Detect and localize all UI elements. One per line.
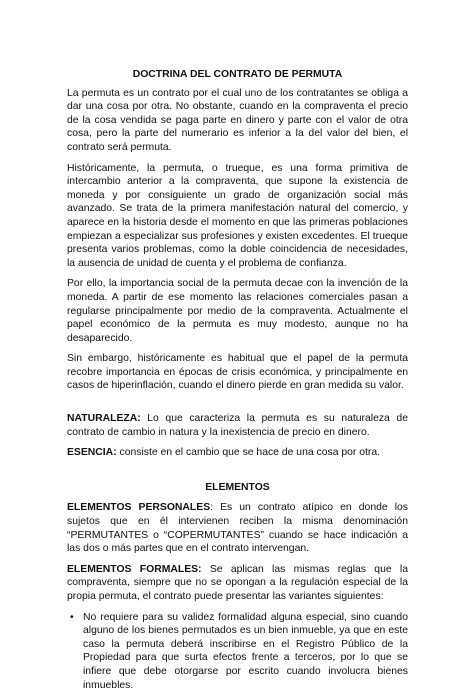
spacer: [67, 467, 408, 481]
paragraph-crisis: Sin embargo, históricamente es habitual que el papel de la permuta recobre importancia en épocas de crisis económica, y principalmente en casos de hiperinflación, cuando el dinero pierde en gran medida su valor.: [67, 353, 408, 392]
document-page: [67, 68, 408, 692]
document-title: DOCTRINA DEL CONTRATO DE PERMUTA: [132, 69, 343, 80]
list-item-text: No requiere para su validez formalidad alguna especial, sino cuando alguno de los bienes permutados es un bien inmueble, ya que en este caso la permuta deberá inscribirse en el Registro Público de la Propiedad para que surta efectos frente a terceros, por lo que se infiere que debe otorgarse por escrito cuando involucra bienes inmuebles.: [83, 611, 408, 691]
elementos-formales-label: ELEMENTOS FORMALES:: [67, 563, 202, 575]
naturaleza-paragraph: [67, 412, 408, 439]
elementos-personales-label: ELEMENTOS PERSONALES: [67, 502, 211, 514]
bullet-icon: •: [70, 611, 74, 623]
elementos-heading: ELEMENTOS: [205, 481, 270, 493]
esencia-text: consiste en el cambio que se hace de una cosa por otra.: [116, 447, 381, 459]
elementos-personales-text: : Es un contrato atípico en donde los sujetos que en él intervienen reciben la misma denominación “PERMUTANTES o “COPERMUTANTES” cuando se hace indicación a las dos o más partes que en el contrato intervengan.: [67, 502, 408, 555]
list-item: [67, 611, 408, 692]
elementos-formales-text: Se aplican las mismas reglas que la compraventa, siempre que no se opongan a la regulación especial de la propia permuta, el contrato puede presentar las variantes siguientes:: [67, 563, 409, 602]
esencia-paragraph: [67, 446, 408, 460]
paragraph-decline: Por ello, la importancia social de la permuta decae con la invención de la moneda. A partir de ese momento las relaciones comerciales pasan a regularse principalmente por medio de la compraventa. Actualmente el papel económico de la permuta es muy modesto, aunque no ha desaparecido.: [67, 278, 408, 344]
naturaleza-text: Lo que caracteriza la permuta es su naturaleza de contrato de cambio in natura y la inexistencia de precio en dinero.: [67, 413, 408, 438]
elementos-formales-paragraph: [67, 563, 408, 604]
spacer: [67, 400, 408, 412]
naturaleza-label: NATURALEZA:: [67, 413, 141, 425]
paragraph-definition: La permuta es un contrato por el cual uno de los contratantes se obliga a dar una cosa por otra. No obstante, cuando en la compraventa el precio de la cosa vendida se paga parte en dinero y parte con el valor de otra cosa, pero la parte del numerario es inferior a la del valor del bien, el contrato será permuta.: [67, 87, 408, 153]
elementos-formales-list: [67, 611, 408, 692]
esencia-label: ESENCIA:: [67, 447, 117, 459]
elementos-personales-paragraph: [67, 501, 408, 555]
paragraph-history: Históricamente, la permuta, o trueque, es una forma primitiva de intercambio anterior a la compraventa, que supone la existencia de moneda y por consiguiente un grado de organización social más avanzado. Se trata de la primera manifestación natural del comercio, y aparece en la historia desde el momento en que las primeras poblaciones empiezan a especializar sus profesiones y existen excedentes. El trueque presenta varios problemas, como la doble coincidencia de necesidades, la ausencia de unidad de cuenta y el problema de confianza.: [67, 162, 408, 269]
